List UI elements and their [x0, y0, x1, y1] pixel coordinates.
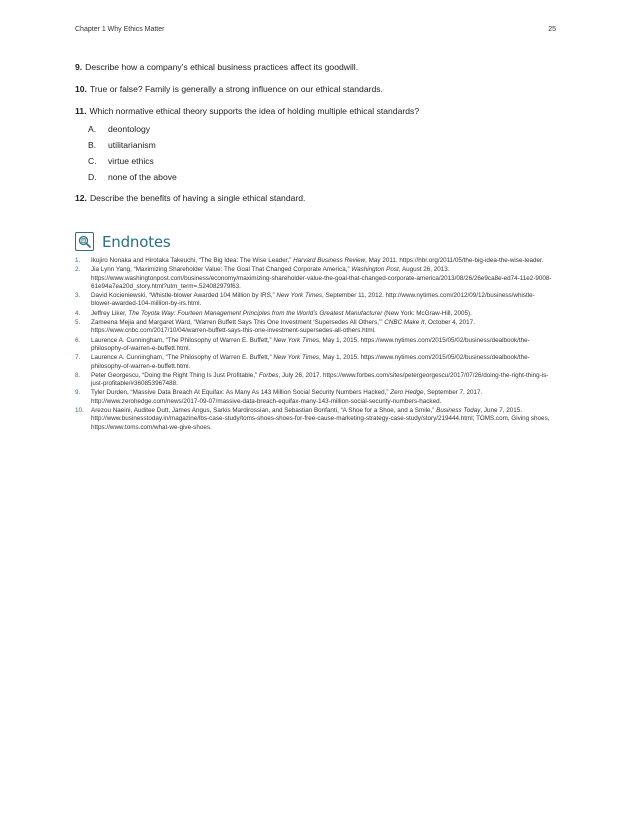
endnote-lead: Laurence A. Cunningham, “The Philosophy of Warren E. Buffett,” — [91, 354, 274, 362]
endnote-lead: Peter Georgescu, “Doing the Right Thing Is Just Profitable,” — [91, 371, 259, 379]
question-10 — [75, 84, 555, 95]
question-number: 10. — [75, 84, 87, 94]
endnote-tail: , May 1, 2015. https://www.nytimes.com/2015/05/02/business/dealbook/the-philosophy-of-warren-e-buffett.html. — [91, 354, 530, 370]
endnote-number: 6. — [75, 336, 81, 344]
endnote-item — [75, 389, 555, 406]
endnote-source: Zero Hedge — [390, 389, 424, 397]
endnote-lead: Ikujiro Nonaka and Hirotaka Takeuchi, “The Big Idea: The Wise Leader,” — [91, 257, 294, 264]
endnote-item — [75, 292, 555, 309]
endnote-lead: Jeffrey Liker, — [91, 309, 129, 317]
endnote-text — [91, 266, 555, 291]
endnotes-header — [75, 232, 171, 251]
endnote-tail: , August 26, 2013. https://www.washingtonpost.com/business/economy/maximizing-shareholder-value-the-goal-that-changed-corporate-america/2013/08/26/26e9ca8e-ed74-11e2-9008-61e94a7ea20d_story.html?utm_term=.524082979f63. — [91, 266, 552, 290]
endnote-number: 9. — [75, 389, 81, 397]
endnote-item — [75, 319, 555, 336]
endnote-source: Forbes — [258, 371, 279, 379]
running-header — [75, 26, 556, 33]
choice-text: deontology — [108, 124, 151, 134]
endnote-text — [91, 337, 555, 354]
endnote-text — [91, 292, 555, 309]
endnote-number: 10. — [75, 407, 84, 415]
answer-choices — [75, 124, 555, 183]
magnifier-document-icon — [75, 232, 94, 251]
endnote-number: 7. — [75, 354, 81, 362]
endnote-tail: , June 7, 2015. http://www.businesstoday.in/magazine/lbs-case-study/toms-shoes-shoes-for-free-cause-marketing-strategy-case-study/story/219444.html; TOMS.com, Giving shoes, https://www.toms.com/what-we-give-shoes. — [91, 407, 550, 431]
choice-text: utilitarianism — [108, 140, 156, 150]
endnote-tail: , July 26, 2017. https://www.forbes.com/sites/petergeorgescu/2017/07/26/doing-the-right-thing-is-just-profitable/#360853967488. — [91, 371, 549, 388]
endnote-number: 3. — [75, 292, 81, 300]
endnote-item — [75, 407, 555, 432]
endnote-number: 5. — [75, 319, 81, 327]
endnote-item — [75, 372, 555, 389]
choice-a — [75, 124, 555, 135]
endnote-source: Business Today — [436, 407, 481, 415]
endnote-tail: , September 7, 2017. http://www.zerohedge.com/news/2017-09-07/massive-data-breach-equifax-many-143-million-social-security-numbers-hacked. — [91, 389, 483, 405]
choice-b — [75, 140, 555, 151]
choice-text: none of the above — [108, 172, 177, 182]
endnotes-list — [75, 257, 555, 433]
chapter-title: Chapter 1 Why Ethics Matter — [75, 26, 165, 33]
choice-d — [75, 172, 555, 183]
choice-letter: A. — [88, 124, 97, 134]
page-number: 25 — [548, 26, 556, 33]
endnotes-title: Endnotes — [102, 232, 171, 251]
endnote-source: Harvard Business Review — [293, 257, 366, 264]
endnote-item — [75, 337, 555, 354]
choice-text: virtue ethics — [108, 156, 154, 166]
endnote-source: New York Times — [273, 354, 320, 362]
endnote-text — [91, 389, 555, 406]
question-text: Describe how a company’s ethical business practices affect its goodwill. — [85, 62, 359, 72]
endnote-lead: Laurence A. Cunningham, “The Philosophy of Warren E. Buffett,” — [91, 336, 274, 344]
endnote-item — [75, 354, 555, 371]
endnote-text — [91, 310, 555, 318]
endnote-source: Washington Post — [351, 266, 399, 274]
choice-c — [75, 156, 555, 167]
endnote-tail: (New York: McGraw-Hill, 2005). — [382, 309, 472, 317]
endnote-source: CNBC Make It — [384, 319, 425, 327]
endnote-item — [75, 257, 555, 265]
question-text: Describe the benefits of having a single ethical standard. — [89, 193, 306, 203]
review-questions — [75, 62, 555, 215]
endnote-tail: , May 2011. https://hbr.org/2011/05/the-big-idea-the-wise-leader. — [365, 257, 544, 264]
endnote-lead: Zameena Mejia and Margaret Ward, “Warren Buffett Says This One Investment ‘Supersedes All Others,’” — [91, 319, 385, 327]
question-12 — [75, 193, 555, 204]
endnote-text — [91, 319, 555, 336]
endnote-text — [91, 354, 555, 371]
question-number: 12. — [75, 193, 87, 203]
choice-letter: C. — [88, 156, 97, 166]
endnote-text — [91, 407, 555, 432]
endnote-lead: Arezou Naeini, Auditee Dutt, James Angus, Sarkis Mardirossian, and Sebastian Bonfanti, “A Shoe for a Shoe, and a Smile,” — [91, 407, 437, 415]
endnote-source: New York Times — [273, 336, 320, 344]
question-9 — [75, 62, 555, 73]
question-text: True or false? Family is generally a strong influence on our ethical standards. — [89, 84, 383, 94]
question-11 — [75, 106, 555, 183]
endnote-tail: , May 1, 2015. https://www.nytimes.com/2015/05/02/business/dealbook/the-philosophy-of-warren-e-buffett.html. — [91, 336, 530, 352]
endnote-item — [75, 266, 555, 291]
endnote-source: New York Times — [276, 292, 323, 300]
endnote-lead: Tyler Durden, “Massive Data Breach At Equifax: As Many As 143 Million Social Security Numbers Hacked,” — [91, 389, 391, 397]
question-number: 11. — [75, 106, 87, 116]
endnote-source: The Toyota Way: Fourteen Management Principles from the World’s Greatest Manufacturer — [128, 309, 383, 317]
endnote-number: 1. — [75, 257, 81, 264]
endnote-lead: David Kocieniewski, “Whistle-blower Awarded 104 Million by IRS,” — [91, 292, 277, 300]
endnote-text — [91, 372, 555, 389]
endnote-lead: Jia Lynn Yang, “Maximizing Shareholder Value: The Goal That Changed Corporate America,” — [91, 266, 352, 274]
question-number: 9. — [75, 62, 83, 72]
endnote-number: 2. — [75, 266, 81, 274]
question-text: Which normative ethical theory supports the idea of holding multiple ethical standards? — [89, 106, 420, 116]
endnote-number: 8. — [75, 371, 81, 379]
endnote-text — [91, 257, 555, 265]
endnote-tail: , September 11, 2012. http://www.nytimes.com/2012/09/12/business/whistle-blower-awarded-104-million-by-irs.html. — [91, 292, 535, 308]
endnote-number: 4. — [75, 309, 81, 317]
choice-letter: D. — [88, 172, 97, 182]
endnote-tail: , October 4, 2017. https://www.cnbc.com/2017/10/04/warren-buffett-says-this-one-investment-supersedes-all-others.html. — [91, 319, 475, 335]
endnote-item — [75, 310, 555, 318]
choice-letter: B. — [88, 140, 97, 150]
